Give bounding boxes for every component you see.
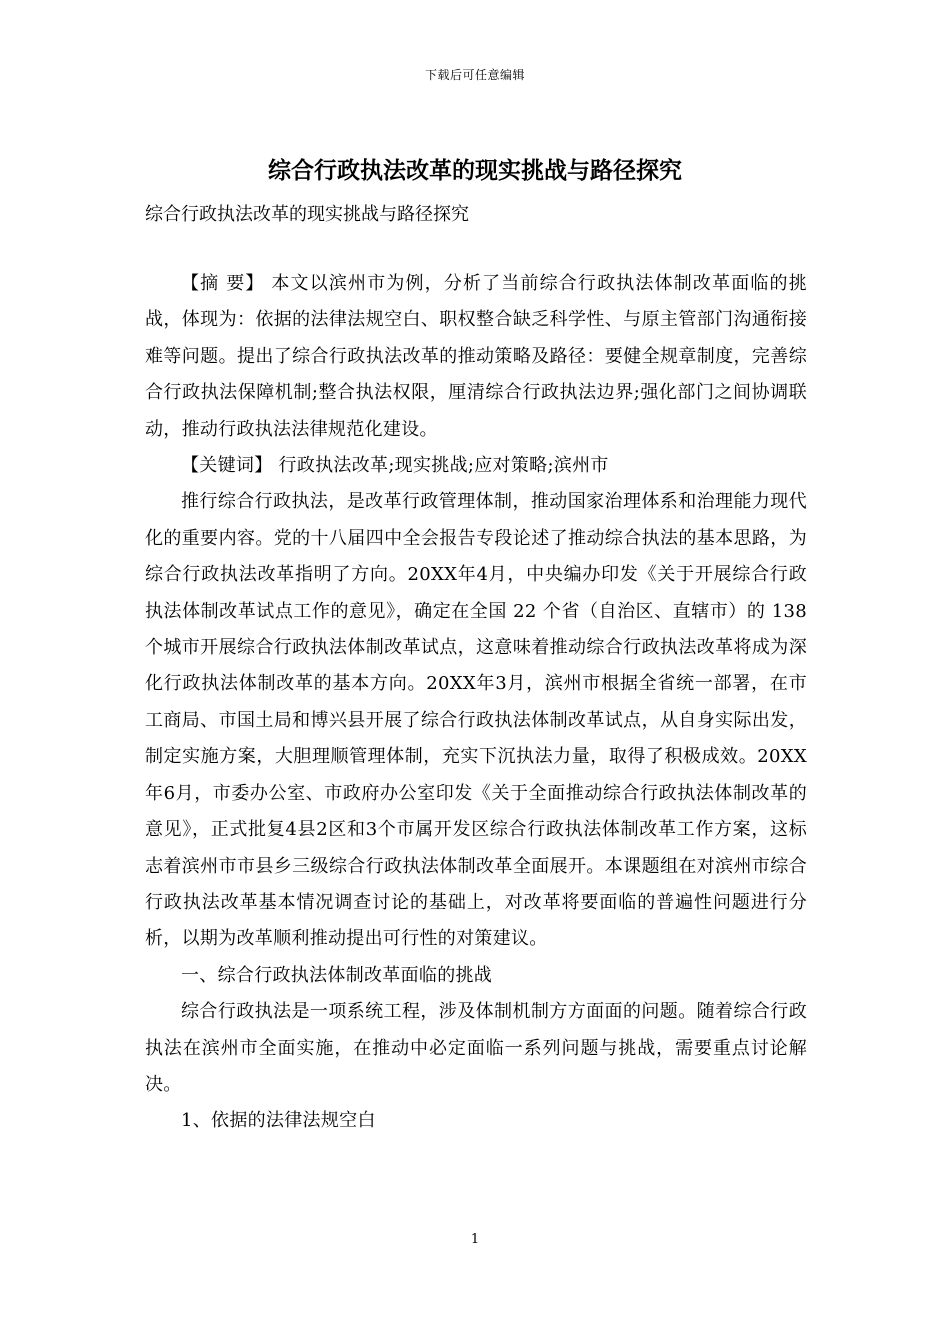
page-number: 1: [470, 1232, 480, 1247]
header-note: 下载后可任意编辑: [424, 68, 525, 82]
keywords-label: 【关键词】: [181, 455, 273, 477]
body-paragraph-intro: 推行综合行政执法，是改革行政管理体制，推动国家治理体系和治理能力现代化的重要内容。党的十八届四中全会报告专段论述了推动综合执法的基本思路，为综合行政执法改革指明了方向。20XX年4月，中央编办印发《关于开展综合行政执法体制改革试点工作的意见》，确定在全国 22 个省（自治区、直辖市）的 138 个城市开展综合行政执法体制改革试点，这意味着推动综合行政执法改革将成为深化行政执法体制改革的基本方向。20XX年3月，滨州市根据全省统一部署，在市工商局、市国土局和博兴县开展了综合行政执法体制改革试点，从自身实际出发，制定实施方案，大胆理顺管理体制，充实下沉执法力量，取得了积极成效。20XX年6月，市委办公室、市政府办公室印发《关于全面推动综合行政执法体制改革的意见》，正式批复4县2区和3个市属开发区综合行政执法体制改革工作方案，这标志着滨州市市县乡三级综合行政执法体制改革全面展开。本课题组在对滨州市综合行政执法改革基本情况调查讨论的基础上，对改革将要面临的普遍性问题进行分析，以期为改革顺利推动提出可行性的对策建议。: [145, 491, 807, 950]
document-subtitle: 综合行政执法改革的现实挑战与路径探究: [145, 204, 469, 225]
section-heading-1: 一、综合行政执法体制改革面临的挑战: [181, 964, 493, 986]
abstract-paragraph: [145, 266, 807, 448]
document-title: 综合行政执法改革的现实挑战与路径探究: [268, 157, 682, 184]
document-body: [145, 266, 807, 1140]
keywords-paragraph: [145, 448, 807, 484]
keywords-text: 行政执法改革;现实挑战;应对策略;滨州市: [272, 455, 609, 477]
subsection-heading-1-1: 1、依据的法律法规空白: [181, 1110, 376, 1132]
body-paragraph-section-1: 综合行政执法是一项系统工程，涉及体制机制方方面面的问题。随着综合行政执法在滨州市全面实施，在推动中必定面临一系列问题与挑战，需要重点讨论解决。: [145, 1001, 807, 1095]
abstract-text: 本文以滨州市为例，分析了当前综合行政执法体制改革面临的挑战，体现为：依据的法律法规空白、职权整合缺乏科学性、与原主管部门沟通衔接难等问题。提出了综合行政执法改革的推动策略及路径：要健全规章制度，完善综合行政执法保障机制;整合执法权限，厘清综合行政执法边界;强化部门之间协调联动，推动行政执法法律规范化建设。: [145, 273, 807, 440]
abstract-label: 【摘 要】: [181, 273, 265, 294]
